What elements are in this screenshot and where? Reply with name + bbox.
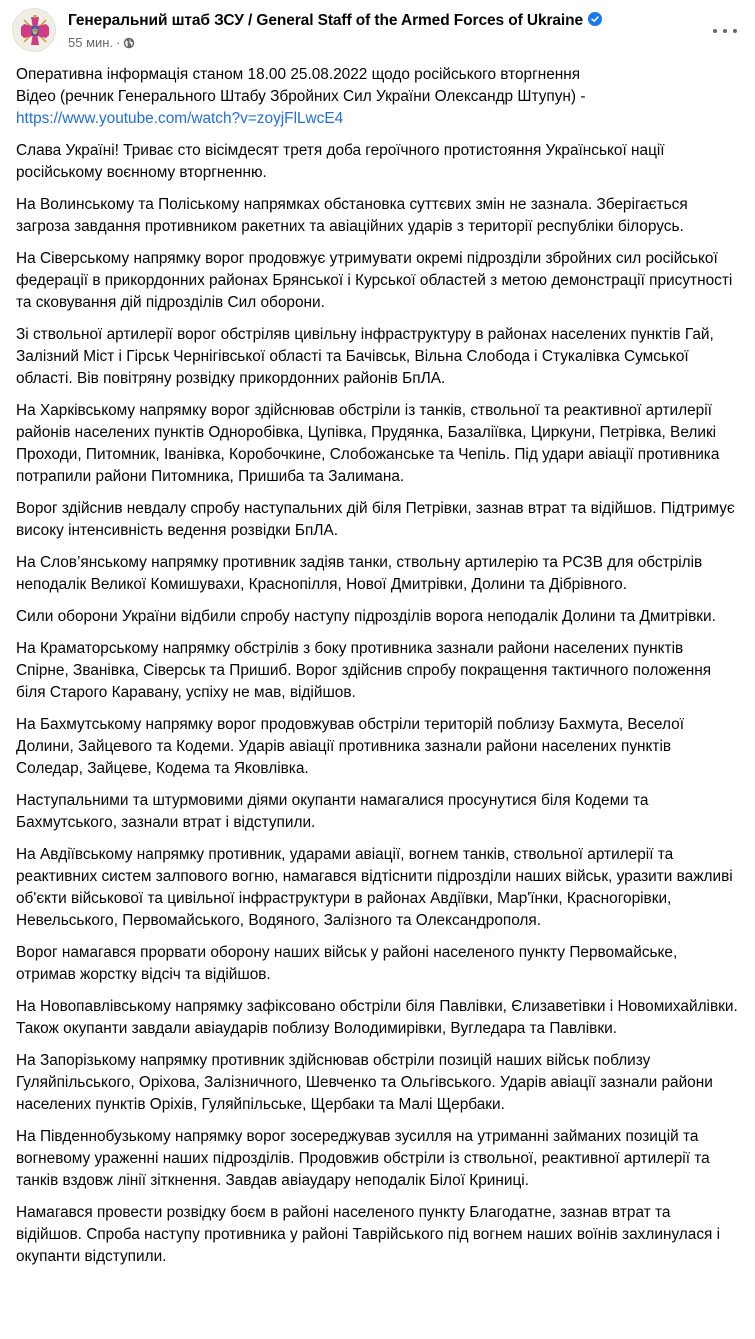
post-paragraph: Слава Україні! Триває сто вісімдесят третя доба героїчного протистояння Української нації російському воєнному вторгненню.	[16, 142, 665, 181]
post-paragraph: На Новопавлівському напрямку зафіксовано обстріли біля Павлівки, Єлизаветівки і Новомихайлівки. Також окупанти завдали авіаударів поблизу Володимирівки, Вугледара та Павлівки.	[16, 998, 738, 1037]
meta-separator: ·	[116, 35, 121, 50]
post-paragraph: На Південнобузькому напрямку ворог зосереджував зусилля на утриманні займаних позицій та вогневому ураженні наших підрозділів. Продовжив обстріли із ствольної, реактивної артилерії та танків вздовж лінії зіткнення. Завдав авіаудару неподалік Білої Криниці.	[16, 1128, 710, 1189]
globe-icon[interactable]	[123, 37, 135, 49]
more-options-button[interactable]	[713, 24, 737, 38]
post-paragraph: Ворог здійснив невдалу спробу наступальних дій біля Петрівки, зазнав втрат та відійшов. Підтримує високу інтенсивність ведення розвідки БпЛА.	[16, 500, 735, 539]
youtube-video-link[interactable]: https://www.youtube.com/watch?v=zoyjFlLwcE4	[16, 110, 344, 127]
page-name[interactable]	[68, 12, 602, 30]
post-paragraph: На Харківському напрямку ворог здійснював обстріли із танків, ствольної та реактивної артилерії районів населених пунктів Одноробівка, Цупівка, Прудянка, Базаліївка, Циркуни, Петрівка, Великі Проходи, Питомник, Іванівка, Коробочкине, Слобожанське та Чепіль. Під удари авіації противника потрапили райони Питомника, Пришиба та Залимана.	[16, 402, 720, 485]
post-meta	[68, 35, 135, 50]
intro-line-2: Відео (речник Генерального Штабу Збройних Сил України Олександр Штупун) -	[16, 88, 586, 105]
post-paragraph: На Бахмутському напрямку ворог продовжував обстріли територій поблизу Бахмута, Веселої Долини, Зайцевого та Кодеми. Ударів авіації противника зазнали райони населених пунктів Соледар, Зайцеве, Кодема та Яковлівка.	[16, 716, 684, 777]
post-timestamp[interactable]: 55 мин.	[68, 35, 114, 50]
intro-line-1: Оперативна інформація станом 18.00 25.08.2022 щодо російського вторгнення	[16, 66, 581, 83]
page-name-text[interactable]: Генеральний штаб ЗСУ / General Staff of the Armed Forces of Ukraine	[68, 12, 584, 29]
more-options-dot	[733, 29, 737, 33]
post-paragraph: Сили оборони України відбили спробу наступу підрозділів ворога неподалік Долини та Дмитрівки.	[16, 608, 716, 625]
post-paragraph: Зі ствольної артилерії ворог обстріляв цивільну інфраструктуру в районах населених пунктів Гай, Залізний Міст і Гірськ Чернігівської області та Бачівськ, Вільна Слобода і Стукалівка Сумської області. Вів повітряну розвідку прикордонних районів БпЛА.	[16, 326, 714, 387]
post-paragraph: Ворог намагався прорвати оборону наших військ у районі населеного пункту Первомайське, отримав жорстку відсіч та відійшов.	[16, 944, 678, 983]
post-paragraph: На Слов’янському напрямку противник задіяв танки, ствольну артилерію та РСЗВ для обстрілів неподалік Великої Комишувахи, Краснопілля, Нової Дмитрівки, Долини та Дібрівного.	[16, 554, 703, 593]
more-options-icon	[713, 29, 717, 33]
post-paragraph: На Авдіївському напрямку противник, ударами авіації, вогнем танків, ствольної артилерії та реактивних систем залпового вогню, намагався відтіснити підрозділи наших військ, уразити важливі об'єкти військової та цивільної інфраструктури в районах Авдіївки, Мар'їнки, Красногорівки, Невельського, Первомайського, Водяного, Залізного та Олександрополя.	[16, 846, 733, 929]
post-body	[0, 64, 755, 1268]
page-avatar[interactable]	[12, 8, 56, 52]
post-paragraph: Намагався провести розвідку боєм в районі населеного пункту Благодатне, зазнав втрат та відійшов. Спроба наступу противника у районі Таврійського під вогнем наших воїнів захлинулася і окупанти відступили.	[16, 1204, 721, 1265]
post-paragraph: Наступальними та штурмовими діями окупанти намагалися просунутися біля Кодеми та Бахмутського, зазнали втрат і відступили.	[16, 792, 649, 831]
post-intro	[16, 64, 739, 130]
verified-badge-icon	[588, 12, 602, 26]
post-paragraph: На Волинському та Поліському напрямках обстановка суттєвих змін не зазнала. Зберігається загроза завдання противником ракетних та авіаційних ударів з території республіки білорусь.	[16, 196, 688, 235]
post-paragraph: На Сіверському напрямку ворог продовжує утримувати окремі підрозділи збройних сил російської федерації в прикордонних районах Брянської і Курської областей з метою демонстрації присутності та сковування дій підрозділів Сил оборони.	[16, 250, 733, 311]
post-paragraph: На Краматорському напрямку обстрілів з боку противника зазнали райони населених пунктів Спірне, Званівка, Сіверськ та Пришиб. Ворог здійснив спробу покращення тактичного положення біля Старого Каравану, успіху не мав, відійшов.	[16, 640, 712, 701]
post-paragraph: На Запорізькому напрямку противник здійснював обстріли позицій наших військ поблизу Гуляйпільського, Оріхова, Залізничного, Шевченко та Ольгівського. Ударів авіації зазнали райони населених пунктів Оріхів, Гуляйпільське, Щербаки та Малі Щербаки.	[16, 1052, 713, 1113]
post-header	[0, 0, 755, 62]
general-staff-emblem-icon	[13, 9, 56, 52]
more-options-dot	[723, 29, 727, 33]
